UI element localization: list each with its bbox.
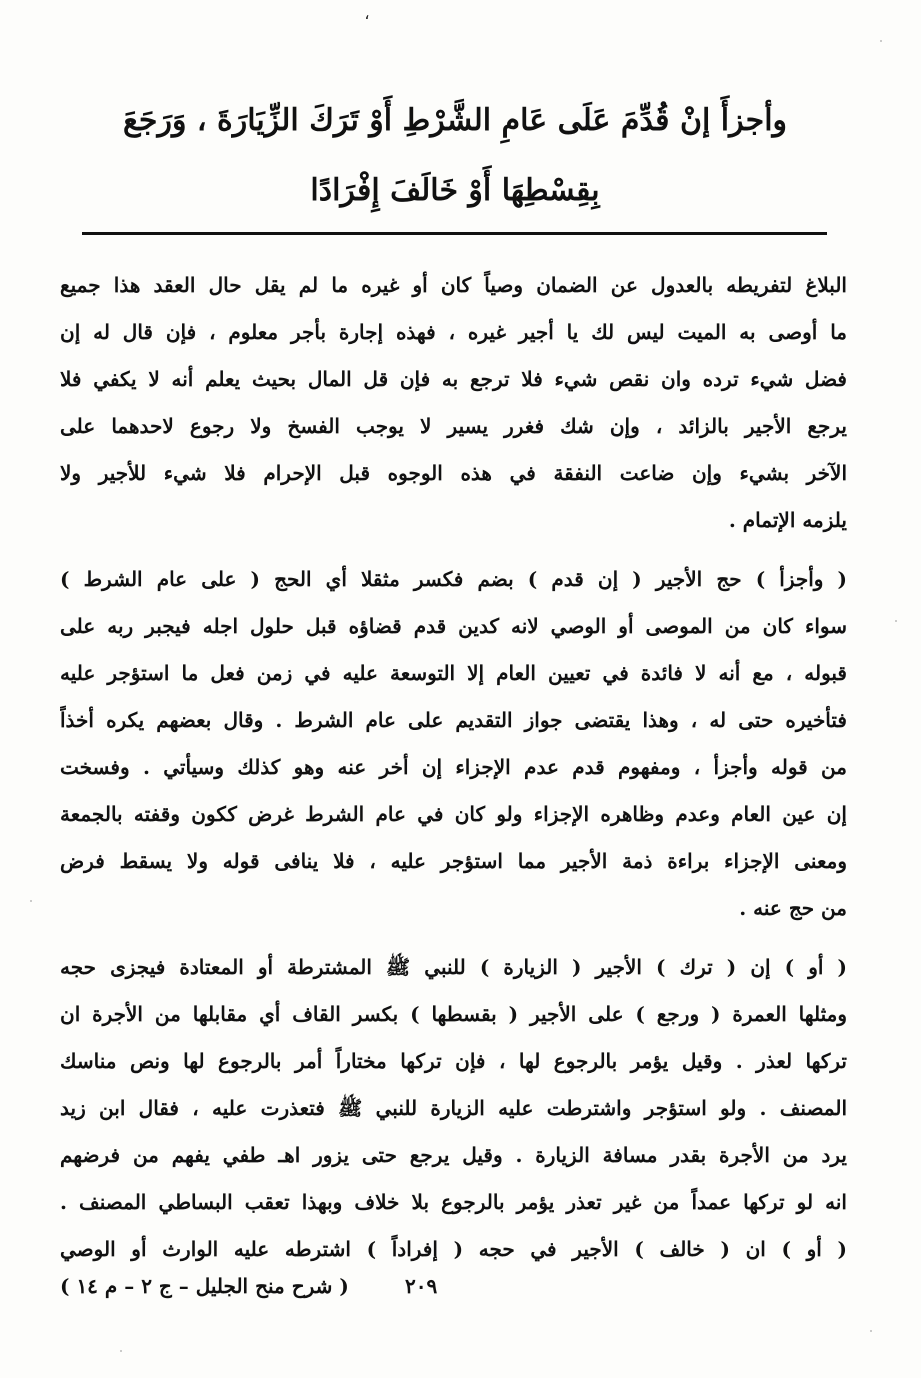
text-line: الآخر بشيء وإن ضاعت النفقة في هذه الوجوه قبل الإحرام فلا شيء للأجير ولا xyxy=(60,461,847,485)
text-line: ما أوصى به الميت ليس لك يا أجير غيره ، فهذه إجارة بأجر معلوم ، فإن قال له إن xyxy=(60,320,847,344)
page-number: ٢٠٩ xyxy=(405,1274,438,1298)
top-mark: ، xyxy=(364,4,370,23)
text-line: ومثلها العمرة ( ورجع ) على الأجير ( بقسطها ) بكسر القاف أي مقابلها من الأجرة ان xyxy=(60,1002,847,1026)
text-line: من حج عنه . xyxy=(739,896,847,920)
scan-speck xyxy=(120,1350,122,1352)
text-line: إن عين العام وعدم وظاهره الإجزاء ولو كان في عام الشرط غرض ككون وقفته بالجمعة xyxy=(60,802,847,826)
text-line: فضل شيء ترده وان نقص شيء فلا ترجع به فإن قل المال بحيث يعلم أنه لا يكفي فلا xyxy=(60,367,847,391)
text-line: ( وأجزأ ) حج الأجير ( إن قدم ) بضم فكسر مثقلا أي الحج ( على عام الشرط ) xyxy=(60,567,847,591)
text-line: تركها لعذر . وقيل يؤمر بالرجوع لها ، فإن تركها مختاراً أمر بالرجوع لها ونص مناسك xyxy=(60,1049,847,1073)
text-line: البلاغ لتفريطه بالعدول عن الضمان وصياً كان أو غيره ما لم يقل حال العقد هذا جميع xyxy=(60,273,847,297)
page-footer xyxy=(60,1266,847,1306)
text-line: من قوله وأجزأ ، ومفهوم قدم عدم الإجزاء إن أخر عنه وهو كذلك وسيأتي . وفسخت xyxy=(60,755,847,779)
text-line: قبوله ، مع أنه لا فائدة في تعيين العام إلا التوسعة عليه في زمن فعل ما استؤجر عليه xyxy=(60,661,847,685)
text-line: المصنف . ولو استؤجر واشترطت عليه الزيارة للنبي ﷺ فتعذرت عليه ، فقال ابن زيد xyxy=(60,1096,847,1120)
scan-speck xyxy=(880,40,882,42)
text-line: فتأخيره حتى له ، وهذا يقتضى جواز التقديم على عام الشرط . وقال بعضهم يكره أخذاً xyxy=(60,708,847,732)
text-line: يلزمه الإتمام . xyxy=(728,508,847,532)
text-line: يرد من الأجرة بقدر مسافة الزيارة . وقيل يرجع حتى يزور اهـ طفي يفهم من فرضهم xyxy=(60,1143,847,1167)
text-line: يرجع الأجير بالزائد ، وإن شك فغرر يسير لا يوجب الفسخ ولا رجوع لاحدهما على xyxy=(60,414,847,438)
scan-speck xyxy=(870,1330,872,1332)
text-line: سواء كان من الموصى أو الوصي لانه كدين قدم قضاؤه قبل حلول اجله فيجبر ربه على xyxy=(60,614,847,638)
heading-divider xyxy=(82,232,827,235)
scan-speck xyxy=(30,900,32,902)
text-line: ( أو ) إن ( ترك ) الأجير ( الزيارة ) للنبي ﷺ المشترطة أو المعتادة فيجزى حجه xyxy=(60,955,847,979)
book-reference: ( شرح منح الجليل – ج ٢ – م ١٤ ) xyxy=(60,1274,349,1298)
commentary-text xyxy=(60,265,847,1276)
heading-line-2: بِقِسْطِهَا أَوْ خَالَفَ إِفْرَادًا xyxy=(310,173,600,208)
text-line: ( أو ) ان ( خالف ) الأجير في حجه ( إفراداً ) اشترطه عليه الوارث أو الوصي xyxy=(60,1237,847,1261)
heading-line-1: وأجزأَ إنْ قُدِّمَ عَلَى عَامِ الشَّرْطِ أَوْ تَرَكَ الزِّيَارَةَ ، وَرَجَعَ xyxy=(122,103,788,138)
text-line: انه لو تركها عمداً من غير تعذر يؤمر بالرجوع بلا خلاف وبهذا تعقب البساطي المصنف . xyxy=(60,1190,847,1214)
scan-speck xyxy=(895,620,897,622)
text-line: ومعنى الإجزاء براءة ذمة الأجير مما استؤجر عليه ، فلا ينافى قوله ولا يسقط فرض xyxy=(60,849,847,873)
matn-heading xyxy=(60,86,850,226)
